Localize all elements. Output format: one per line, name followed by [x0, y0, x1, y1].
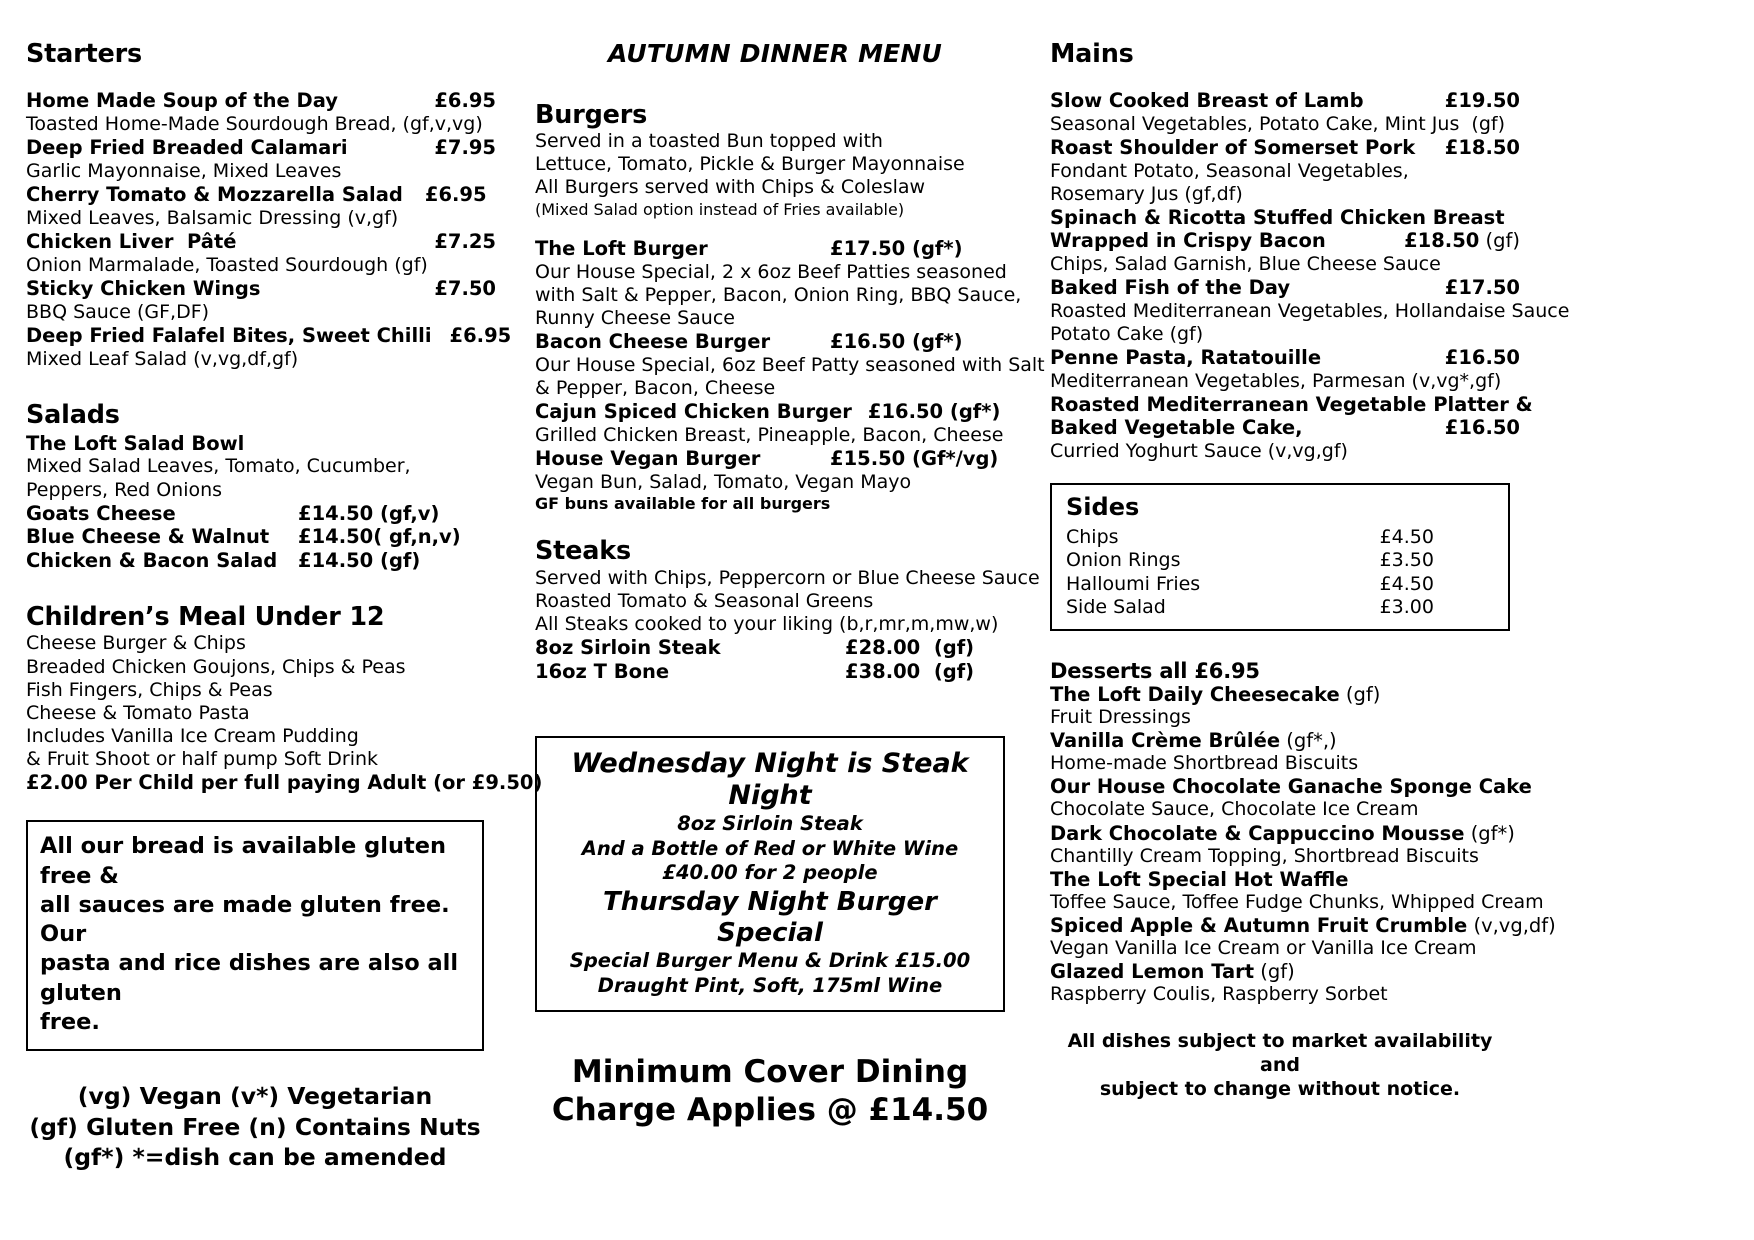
menu-item-row: [26, 525, 496, 549]
availability-disclaimer: [1050, 1030, 1510, 1101]
sides-row: [1066, 596, 1494, 619]
item-price: £17.50 (gf*): [830, 236, 963, 260]
item-name: Deep Fried Falafel Bites, Sweet Chilli: [26, 324, 432, 348]
dessert-name: Dark Chocolate & Cappuccino Mousse: [1050, 821, 1465, 845]
desserts-heading: Desserts all £6.95: [1050, 658, 1260, 683]
item-name: Home Made Soup of the Day: [26, 89, 338, 113]
menu-item-row: [535, 237, 1015, 261]
mains-heading: Mains: [1050, 39, 1134, 69]
item-description: Vegan Bun, Salad, Tomato, Vegan Mayo: [535, 470, 912, 493]
disclaimer-line: All dishes subject to market availability and: [1067, 1030, 1493, 1076]
menu-item-row: [26, 230, 496, 254]
item-price: £19.50: [1444, 89, 1520, 113]
item-description: & Pepper, Bacon, Cheese: [535, 377, 776, 400]
gluten-free-notice-box: [26, 820, 484, 1051]
gluten-free-line: All our bread is available gluten free &: [40, 833, 447, 889]
childrens-line: Cheese Burger & Chips: [26, 632, 246, 655]
dessert-item: [1050, 822, 1520, 845]
menu-item-row: [1050, 136, 1520, 160]
item-description: Our House Special, 2 x 6oz Beef Patties seasoned: [535, 260, 1007, 283]
steak-night-line: And a Bottle of Red or White Wine: [581, 836, 959, 860]
dessert-description: Fruit Dressings: [1050, 706, 1191, 728]
item-description: Mediterranean Vegetables, Parmesan (v,vg*,gf): [1050, 370, 1502, 393]
minimum-cover-notice: [535, 1054, 1005, 1130]
item-price: £16.50: [1444, 346, 1520, 370]
gluten-free-line: free.: [40, 1008, 100, 1035]
side-price: £4.50: [1379, 572, 1434, 595]
childrens-line: Breaded Chicken Goujons, Chips & Peas: [26, 655, 406, 678]
menu-item-row: [26, 136, 496, 160]
item-price: £14.50 (gf): [298, 549, 421, 573]
item-description: Mixed Leaf Salad (v,vg,df,gf): [26, 347, 299, 370]
menu-item-row: [1050, 416, 1520, 440]
item-description: Grilled Chicken Breast, Pineapple, Bacon, Cheese: [535, 423, 1004, 446]
gluten-free-line: pasta and rice dishes are also all gluten: [40, 950, 459, 1006]
dessert-item: [1050, 913, 1556, 937]
dessert-name: The Loft Daily Cheesecake: [1050, 683, 1340, 706]
burgers-intro-line: Served in a toasted Bun topped with: [535, 130, 883, 153]
item-name: Roast Shoulder of Somerset Pork: [1050, 136, 1416, 160]
dessert-description: Chocolate Sauce, Chocolate Ice Cream: [1050, 798, 1419, 821]
min-cover-line: Minimum Cover Dining: [571, 1053, 969, 1090]
item-name: Roasted Mediterranean Vegetable Platter &: [1050, 393, 1533, 417]
salad-bowl-name: The Loft Salad Bowl: [26, 432, 245, 456]
item-name: The Loft Burger: [535, 236, 708, 260]
dessert-name: The Loft Special Hot Waffle: [1050, 867, 1349, 891]
legend-line: (gf*) *=dish can be amended: [63, 1143, 447, 1172]
dessert-description: Vegan Vanilla Ice Cream or Vanilla Ice Cream: [1050, 936, 1477, 959]
menu-item-row: [26, 502, 496, 526]
dessert-suffix: (gf*,): [1280, 729, 1337, 753]
item-name: Cajun Spiced Chicken Burger: [535, 400, 852, 424]
childrens-line: & Fruit Shoot or half pump Soft Drink: [26, 748, 379, 771]
item-price: £15.50 (Gf*/vg): [830, 447, 999, 471]
menu-item-row: [1050, 276, 1520, 300]
item-description: Toasted Home-Made Sourdough Bread, (gf,v,vg): [26, 113, 483, 136]
menu-item-row: [26, 324, 512, 348]
dessert-name: Vanilla Crème Brûlée: [1050, 729, 1281, 753]
side-price: £3.00: [1379, 595, 1434, 618]
item-price: £7.25: [434, 230, 496, 254]
item-price: £14.50( gf,n,v): [298, 525, 461, 549]
burgers-intro-line: All Burgers served with Chips & Coleslaw: [535, 176, 926, 199]
item-price: £38.00 (gf): [845, 659, 975, 683]
salads-heading: Salads: [26, 400, 120, 431]
item-price: £17.50: [1444, 276, 1520, 300]
item-description: Seasonal Vegetables, Potato Cake, Mint Jus (gf): [1050, 113, 1505, 136]
item-name: Goats Cheese: [26, 501, 176, 525]
item-price: £16.50 (gf*): [830, 330, 963, 354]
sides-row: [1066, 573, 1494, 596]
right-column: [1050, 0, 1570, 1101]
item-description: with Salt & Pepper, Bacon, Onion Ring, BBQ Sauce,: [535, 283, 1022, 306]
steak-night-line: 8oz Sirloin Steak: [677, 812, 863, 836]
dessert-item: [1050, 960, 1520, 983]
item-name: Chicken & Bacon Salad: [26, 549, 278, 573]
dessert-item: [1050, 683, 1520, 706]
steak-night-title: Wednesday Night is Steak Night: [571, 747, 969, 812]
item-name: Deep Fried Breaded Calamari: [26, 136, 348, 160]
side-name: Halloumi Fries: [1066, 572, 1201, 595]
item-price: £16.50: [1444, 416, 1520, 440]
burgers-heading: Burgers: [535, 99, 648, 130]
dietary-legend: [26, 1081, 484, 1173]
menu-item-row: [535, 400, 1015, 424]
steaks-intro-line: All Steaks cooked to your liking (b,r,mr,m,mw,w): [535, 612, 999, 635]
side-name: Onion Rings: [1066, 549, 1181, 572]
item-name: Blue Cheese & Walnut: [26, 525, 270, 549]
sides-box: [1050, 483, 1510, 630]
side-price: £3.50: [1379, 549, 1434, 572]
dessert-suffix: (gf): [1339, 683, 1381, 706]
menu-item-row: [26, 183, 496, 207]
item-price: £6.95: [434, 89, 496, 113]
menu-item-row: [535, 636, 1015, 660]
salad-bowl-desc-line2: Peppers, Red Onions: [26, 478, 223, 501]
item-description: Curried Yoghurt Sauce (v,vg,gf): [1050, 440, 1348, 463]
dessert-description: Home-made Shortbread Biscuits: [1050, 752, 1359, 775]
childrens-heading: Children’s Meal Under 12: [26, 602, 385, 633]
steak-night-line: £40.00 for 2 people: [662, 860, 878, 884]
disclaimer-line: subject to change without notice.: [1099, 1077, 1461, 1100]
sides-row: [1066, 549, 1494, 572]
dessert-item: [1050, 775, 1532, 799]
dessert-name: Glazed Lemon Tart: [1050, 960, 1255, 984]
sides-row: [1066, 526, 1494, 549]
gluten-free-line: all sauces are made gluten free. Our: [40, 891, 450, 948]
item-description: Onion Marmalade, Toasted Sourdough (gf): [26, 253, 428, 276]
menu-item-row: [535, 660, 1015, 684]
steaks-intro-line: Roasted Tomato & Seasonal Greens: [535, 589, 874, 612]
burgers-intro-note: (Mixed Salad option instead of Fries available): [535, 199, 905, 219]
item-description: Mixed Leaves, Balsamic Dressing (v,gf): [26, 207, 399, 229]
item-name: Penne Pasta, Ratatouille: [1050, 346, 1322, 370]
legend-line: (vg) Vegan (v*) Vegetarian: [77, 1082, 433, 1111]
burger-night-line: Special Burger Menu & Drink £15.00: [569, 949, 971, 973]
item-name: Spinach & Ricotta Stuffed Chicken Breast: [1050, 206, 1505, 230]
dessert-description: Raspberry Coulis, Raspberry Sorbet: [1050, 983, 1388, 1006]
dessert-name: Spiced Apple & Autumn Fruit Crumble: [1050, 913, 1468, 937]
menu-item-row: [1050, 89, 1520, 113]
childrens-line: Includes Vanilla Ice Cream Pudding: [26, 725, 359, 748]
burgers-intro-line: Lettuce, Tomato, Pickle & Burger Mayonnaise: [535, 153, 965, 176]
dessert-suffix: (gf): [1254, 960, 1295, 984]
menu-item-row: [1050, 346, 1520, 370]
steaks-heading: Steaks: [535, 536, 631, 567]
item-description: Garlic Mayonnaise, Mixed Leaves: [26, 160, 342, 183]
gf-buns-note: GF buns available for all burgers: [535, 494, 831, 514]
item-name-cont: Baked Vegetable Cake,: [1050, 416, 1303, 440]
item-description: Our House Special, 6oz Beef Patty seasoned with Salt: [535, 353, 1045, 376]
item-name: Bacon Cheese Burger: [535, 330, 771, 354]
item-name: 16oz T Bone: [535, 659, 670, 683]
dessert-suffix: (gf*): [1464, 821, 1515, 845]
item-description: BBQ Sauce (GF,DF): [26, 300, 210, 323]
item-price: £7.50: [434, 277, 496, 301]
menu-item-row: [1050, 229, 1520, 253]
dessert-suffix: (v,vg,df): [1467, 913, 1556, 937]
item-name: Sticky Chicken Wings: [26, 277, 261, 301]
item-description: Roasted Mediterranean Vegetables, Hollandaise Sauce: [1050, 300, 1570, 323]
item-price: £28.00 (gf): [845, 636, 975, 660]
menu-item-row: [535, 447, 1015, 471]
starters-heading: Starters: [26, 39, 142, 69]
childrens-price-line: £2.00 Per Child per full paying Adult (or £9.50): [26, 771, 543, 795]
side-price: £4.50: [1379, 526, 1434, 549]
item-price: £7.95: [434, 136, 496, 160]
side-name: Side Salad: [1066, 595, 1166, 618]
page-title: AUTUMN DINNER MENU: [607, 39, 943, 68]
item-price: £14.50 (gf,v): [298, 501, 440, 525]
dessert-name: Our House Chocolate Ganache Sponge Cake: [1050, 775, 1532, 799]
menu-item-row: [26, 549, 496, 573]
item-price: £16.50 (gf*): [867, 400, 1001, 424]
menu-item-row: [535, 330, 1015, 354]
item-description: Fondant Potato, Seasonal Vegetables,: [1050, 160, 1409, 183]
item-name: Cherry Tomato & Mozzarella Salad: [26, 183, 403, 207]
steaks-intro-line: Served with Chips, Peppercorn or Blue Cheese Sauce: [535, 566, 1040, 589]
dessert-item: [1050, 729, 1520, 752]
dessert-item: [1050, 868, 1520, 891]
dessert-description: Toffee Sauce, Toffee Fudge Chunks, Whipped Cream: [1050, 890, 1544, 913]
item-name: Slow Cooked Breast of Lamb: [1050, 89, 1364, 113]
item-description: Potato Cake (gf): [1050, 323, 1204, 346]
left-column: [26, 0, 543, 1173]
item-price: £6.95: [449, 324, 512, 348]
item-name: 8oz Sirloin Steak: [535, 636, 721, 660]
menu-item-row: [26, 277, 496, 301]
childrens-line: Cheese & Tomato Pasta: [26, 701, 250, 724]
item-description: Runny Cheese Sauce: [535, 306, 735, 329]
legend-line: (gf) Gluten Free (n) Contains Nuts: [29, 1112, 481, 1141]
item-name-cont: Wrapped in Crispy Bacon: [1050, 229, 1326, 253]
item-price-suffix: (gf): [1479, 229, 1520, 253]
item-name: House Vegan Burger: [535, 447, 761, 471]
starters-list: [26, 89, 512, 371]
item-description: Chips, Salad Garnish, Blue Cheese Sauce: [1050, 253, 1441, 276]
salad-bowl-desc-line1: Mixed Salad Leaves, Tomato, Cucumber,: [26, 455, 411, 478]
item-price: £18.50: [1404, 229, 1480, 253]
sides-heading: Sides: [1066, 493, 1140, 522]
item-price: £6.95: [424, 183, 487, 207]
center-column: [535, 0, 1045, 1129]
min-cover-line: Charge Applies @ £14.50: [551, 1091, 989, 1128]
menu-item-row: [26, 89, 496, 113]
item-name: Baked Fish of the Day: [1050, 276, 1291, 300]
childrens-line: Fish Fingers, Chips & Peas: [26, 678, 273, 701]
burger-night-line: Draught Pint, Soft, 175ml Wine: [597, 973, 943, 997]
item-description: Rosemary Jus (gf,df): [1050, 183, 1243, 206]
item-name: Chicken Liver Pâté: [26, 230, 237, 254]
item-price: £18.50: [1444, 136, 1520, 160]
side-name: Chips: [1066, 526, 1119, 549]
dessert-description: Chantilly Cream Topping, Shortbread Biscuits: [1050, 844, 1479, 867]
burger-night-title: Thursday Night Burger Special: [603, 886, 937, 949]
promotions-box: [535, 736, 1005, 1012]
